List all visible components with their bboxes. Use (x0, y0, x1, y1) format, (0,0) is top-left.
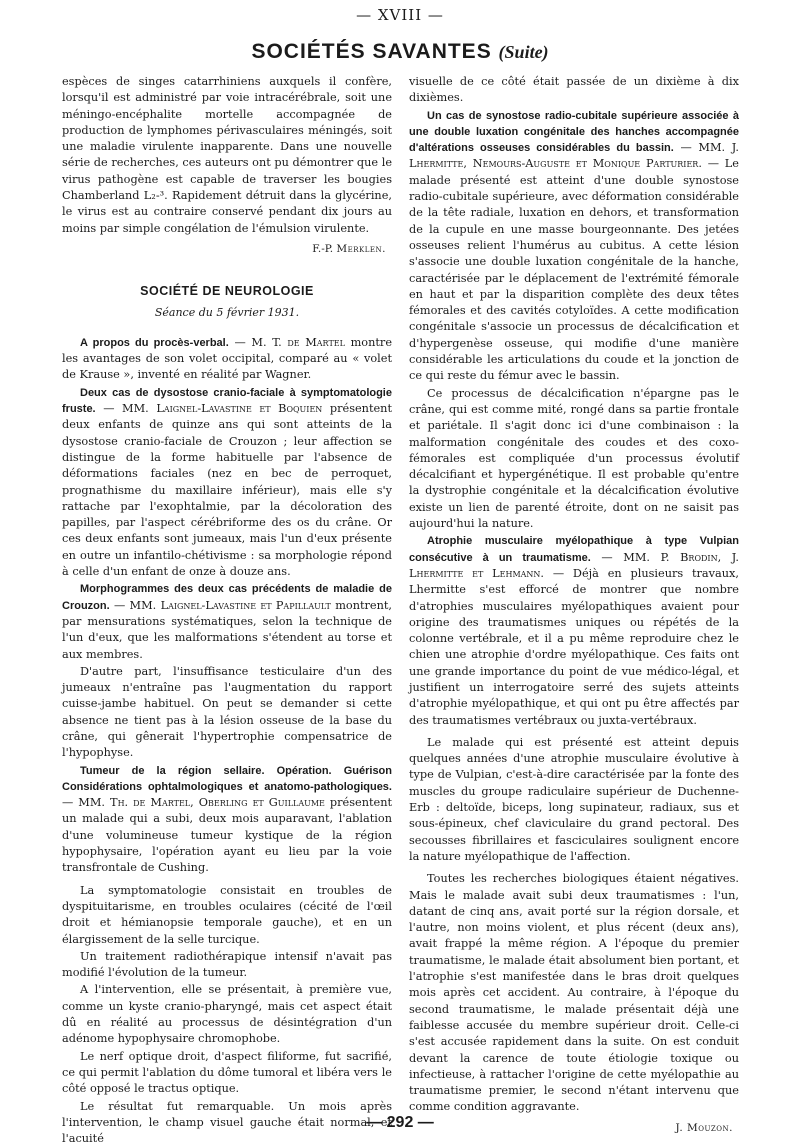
paragraph: Toutes les recherches biologiques étaient négatives. Mais le malade avait subi deux traumatismes : l'un, datant de cinq ans, avait porté sur la région dorsale, et l'autre, non moins violent, et plus récent (deux ans), avait frappé la même région. A l'époque du premier traumatisme, le malade était absolument bien portant, et l'atrophie s'est manifestée dans le bras droit quelques mois après cet accident. Au contraire, à l'époque du second traumatisme, le malade présentait déjà une faiblesse accusée du membre supérieur droit. Celle-ci s'est accusée rapidement dans la suite. On est conduit devant la carence de toute étiologie toxique ou infectieuse, à rattacher l'origine de cette myélopathie au traumatisme premier, le second n'étant intervenu que comme condition aggravante. (409, 872, 739, 1114)
roman-page-number: — XVIII — (356, 6, 444, 24)
session-date: Séance du 5 février 1931. (154, 305, 300, 319)
article-authors: — MM. Laignel-Lavastine et Papillault (113, 598, 331, 612)
article-proces-verbal (62, 335, 392, 384)
article-title: A propos du procès-verbal. (80, 336, 229, 349)
page-folio: — 292 — (366, 1114, 434, 1131)
running-title-suite: (Suite) (498, 42, 549, 62)
article-text: présentent deux enfants de quinze ans qui sont atteints de la dysostose cranio-faciale de Crouzon ; leur affection se distingue de la forme habituelle par l'absence de déformations faciales (nez en bec de perroquet, prognathisme du maxillaire inférieur), mais elle s'y rattache par l'exophtalmie, par la décoloration des papilles, par l'aspect cérébriforme des os du crâne. Or ces deux enfants sont jumeaux, mais l'un d'eux présente en outre un infantilo-chétivisme : sa morphologie répond à celle d'un enfant de onze à douze ans. (62, 402, 392, 579)
article-title: Tumeur de la région sellaire. Opération. Guérison Considérations ophtalmologiques et anatomo-pathologiques. (62, 764, 392, 793)
article-synostose (409, 108, 739, 385)
article-authors: — MM. P. Brodin, J. Lhermitte et Lehmann. (409, 550, 740, 580)
article-text: montrent, par mensurations systématiques, selon la technique de l'un d'eux, que les malformations s'étendent au torse et aux membres. (62, 598, 393, 661)
paragraph: La symptomatologie consistait en troubles de dyspituitarisme, en troubles oculaires (cécité de l'œil droit et hémianopsie temporale gauche), et en un élargissement de la selle turcique. (62, 883, 392, 946)
paragraph: A l'intervention, elle se présentait, à première vue, comme un kyste cranio-pharyngé, mais cet aspect était dû en réalité au processus de désintégration d'un adénome hypophysaire chromophobe. (62, 983, 392, 1046)
article-authors: — MM. Laignel-Lavastine et Boquien (103, 402, 323, 416)
signature-name: J. Mouzon. (675, 1121, 733, 1134)
intro-signature (62, 241, 386, 257)
right-column (409, 74, 740, 1134)
running-title (0, 40, 800, 64)
intro-signature-initials: F.-P. (312, 242, 334, 255)
article-text: montre les avantages de son volet occipital, comparé au « volet de Krause », inventé en réalité par Wagner. (62, 335, 393, 382)
article-title: Un cas de synostose radio-cubitale supérieure associée à une double luxation congénitale des hanches accompagnée d'altérations osseuses considérables du bassin. (409, 109, 739, 155)
paragraph: Ce processus de décalcification n'épargne pas le crâne, qui est comme mité, rongé dans sa partie frontale et pariétale. Il s'agit donc ici d'une combinaison : la malformation congénitale des coudes et des coxo-fémorales est compliquée d'un processus évolutif décalcifiant et hypergénétique. Il est probable qu'entre la dystrophie congénitale et la décalcification évolutive existe un lien de parenté étroite, dont on ne saisit pas aujourd'hui la nature. (409, 386, 739, 531)
article-dysostose (62, 385, 392, 581)
continuation-paragraph: visuelle de ce côté était passée de un dixième à dix dixièmes. (409, 75, 739, 105)
article-title: Morphogrammes des deux cas précédents de maladie de Crouzon. (62, 583, 392, 612)
article-text: — Déjà en plusieurs travaux, Lhermitte s'est efforcé de montrer que nombre d'atrophies musculaires myélopathiques avaient pour origine des traumatismes uniques ou répétés de la colonne vertébrale, et il a pu même reproduire chez le chien une atrophie d'ordre myélopathique. Ces faits ont une grande importance du point de vue médico-légal, et justifient un interrogatoire serré des sujets atteints d'atrophie myélopathique, et qui ont pu être affectés par des traumatismes vertébraux ou juxta-vertébraux. (409, 566, 739, 727)
intro-signature-name: Merklen. (336, 242, 386, 255)
paragraph: Le résultat fut remarquable. Un mois après l'intervention, le champ visuel gauche était normal, et l'acuité (62, 1099, 392, 1146)
paragraph: Un traitement radiothérapique intensif n'avait pas modifié l'évolution de la tumeur. (62, 949, 392, 980)
article-text: — Le malade présenté est atteint d'une double synostose radio-cubitale supérieure, avec déformation considérable de la tête radiale, luxation en dehors, et transformation de la cupule en une masse bourgeonnante. Des jetées osseuses relient l'humérus au cubitus. A cette lésion s'associe une double luxation congénitale de la hanche, caractérisée par le déplacement de l'extrémité fémorale en haut et par la disparition complète des deux têtes fémorales et des cavités cotyloïdes. A cette modification congénitale s'associe un processus de décalcification et d'hypergenèse osseuse, qui modifie d'une manière considérable les articulations du coude et la jonction de ce qui reste du fémur avec le bassin. (409, 157, 739, 383)
paragraph: Le malade qui est présenté est atteint depuis quelques années d'une atrophie musculaire évolutive à type de Vulpian, c'est-à-dire caractérisée par la fonte des muscles du groupe radiculaire supérieur de Duchenne-Erb : deltoïde, biceps, long supinateur, radiaux, sus et sous-épineux, chef claviculaire du grand pectoral. Des secousses fibrillaires et fasciculaires soulignent encore la nature myélopathique de l'affection. (409, 735, 739, 863)
paragraph: D'autre part, l'insuffisance testiculaire d'un des jumeaux n'entraîne pas l'augmentation du rapport cuisse-jambe habituel. On peut se demander si cette absence ne tient pas à la lésion osseuse de la base du crâne, qui gênerait l'hypertrophie compensatrice de l'hypophyse. (62, 664, 392, 760)
article-authors: — MM. J. Lhermitte, Nemours-Auguste et Monique Parturier. (409, 141, 740, 171)
article-authors: — MM. Th. de Martel, Oberling et Guillaume (62, 796, 325, 810)
article-title: Deux cas de dysostose cranio-faciale à symptomatologie fruste. (62, 386, 392, 416)
article-atrophie (409, 533, 739, 729)
article-text: présentent un malade qui a subi, deux mois auparavant, l'ablation d'une volumineuse tumeur kystique de la région hypophysaire, l'opération ayant eu lieu par la voie transfrontale de Cushing. (62, 796, 393, 875)
article-morphogrammes (62, 581, 392, 662)
paragraph: Le nerf optique droit, d'aspect filiforme, fut sacrifié, ce qui permit l'ablation du dôme tumoral et libéra vers le côté opposé le tractus optique. (62, 1049, 392, 1096)
running-title-text: SOCIÉTÉS SAVANTES (251, 40, 492, 63)
article-tumeur (62, 763, 392, 877)
article-authors: — M. T. de Martel (234, 335, 345, 349)
intro-paragraph: espèces de singes catarrhiniens auxquels il confère, lorsqu'il est administré par voie intracérébrale, soit une méningo-encéphalite mortelle accompagnée de production de lymphomes périvasculaires méningés, soit une maladie virulente inapparente. Dans une nouvelle série de recherches, ces auteurs ont pu démontrer que le virus pathogène est capable de traverser les bougies Chamberland L₂-³. Rapidement détruit dans la glycérine, le virus est au contraire conservé pendant dix jours au moins par simple congélation de l'émulsion virulente. (62, 75, 392, 235)
article-title: Atrophie musculaire myélopathique à type Vulpian consécutive à un traumatisme. (409, 535, 739, 564)
section-title: SOCIÉTÉ DE NEUROLOGIE (140, 284, 314, 299)
left-column (62, 74, 393, 1146)
